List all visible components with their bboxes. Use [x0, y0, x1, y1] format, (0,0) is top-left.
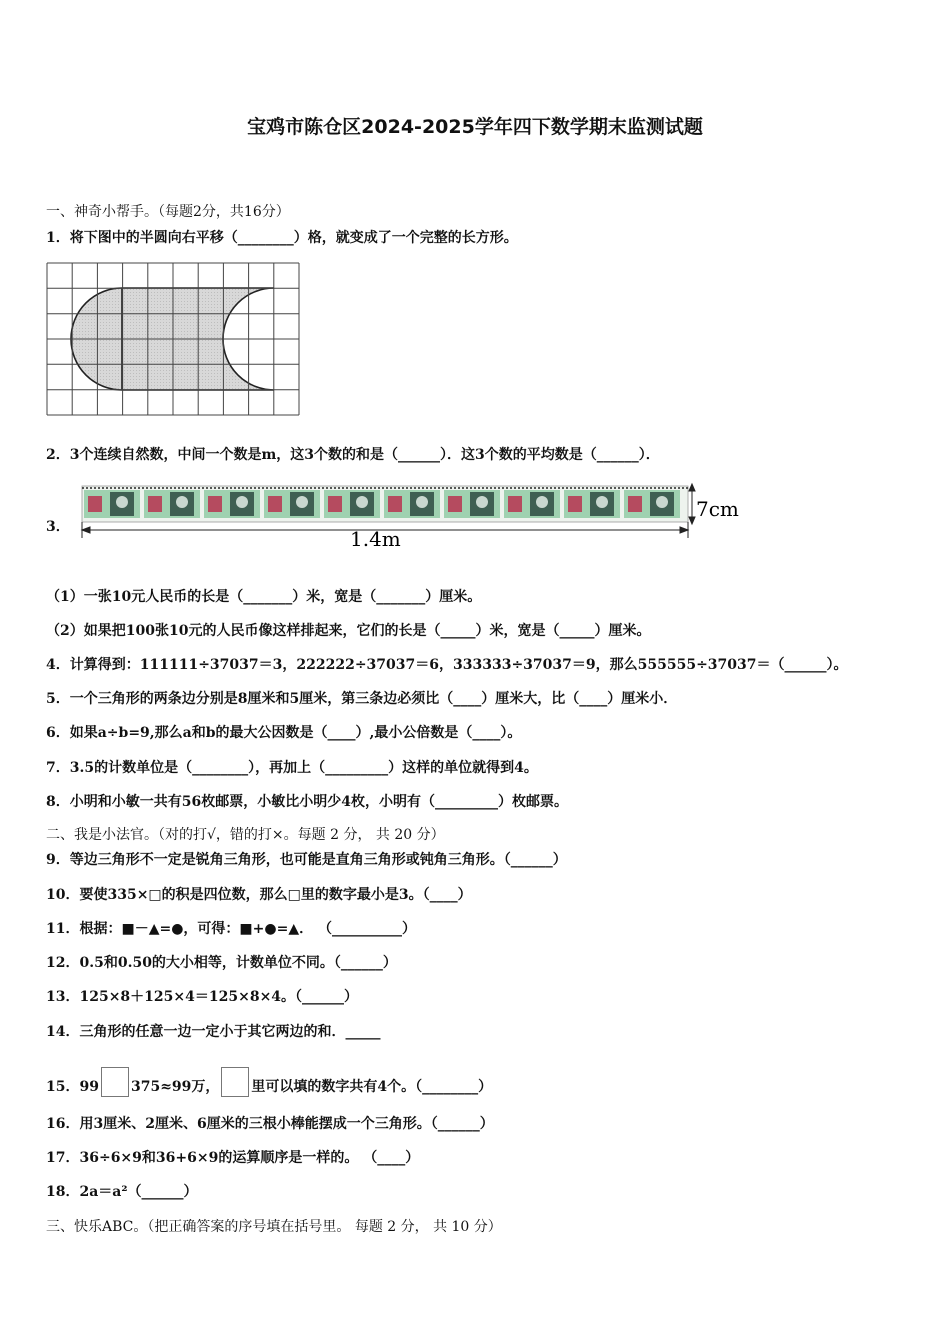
question-15-part-c: 里可以填的数字共有4个。（________） — [251, 1079, 493, 1095]
question-4: 4．计算得到：111111÷37037＝3，222222÷37037＝6，333333÷37037＝9，那么555555÷37037＝（______）。 — [46, 657, 848, 673]
question-6: 6．如果a÷b=9,那么a和b的最大公因数是（____）,最小公倍数是（____）。 — [46, 725, 522, 741]
question-3-part-2: （2）如果把100张10元的人民币像这样排起来，它们的长是（_____）米，宽是（_____）厘米。 — [46, 623, 651, 639]
question-15 — [46, 1067, 492, 1097]
question-5: 5．一个三角形的两条边分别是8厘米和5厘米，第三条边必须比（____）厘米大，比（____）厘米小． — [46, 691, 678, 707]
question-12: 12．0.5和0.50的大小相等，计数单位不同。（______） — [46, 955, 397, 971]
banknote-strip — [82, 488, 688, 518]
question-15-part-a: 15．99 — [46, 1079, 99, 1095]
question-15-part-b: 375≈99万， — [130, 1079, 220, 1095]
width-dimension — [689, 484, 695, 524]
question-18: 18．2a＝a²（______） — [46, 1184, 198, 1200]
width-label: 7cm — [696, 497, 739, 521]
question-3-part-1: （1）一张10元人民币的长是（_______）米，宽是（_______）厘米。 — [46, 589, 482, 605]
section-1-heading: 一、神奇小帮手。（每题2分，共16分） — [46, 204, 290, 220]
question-9: 9．等边三角形不一定是锐角三角形，也可能是直角三角形或钝角三角形。（______） — [46, 852, 567, 868]
question-10: 10．要使335×□的积是四位数，那么□里的数字最小是3。（____） — [46, 887, 472, 903]
page-title: 宝鸡市陈仓区2024-2025学年四下数学期末监测试题 — [247, 116, 703, 138]
question-11: 11．根据：■－▲=●，可得：■+●=▲． （__________） — [46, 921, 416, 937]
banknote-figure — [80, 482, 760, 554]
question-17: 17．36÷6×9和36+6×9的运算顺序是一样的。 （____） — [46, 1150, 420, 1166]
question-1: 1．将下图中的半圆向右平移（________）格，就变成了一个完整的长方形。 — [46, 230, 518, 246]
blank-box — [101, 1067, 129, 1097]
question-8: 8．小明和小敏一共有56枚邮票，小敏比小明少4枚，小明有（_________）枚邮票。 — [46, 794, 568, 810]
question-2: 2．3个连续自然数，中间一个数是m，这3个数的和是（______）．这3个数的平均数是（______）． — [46, 447, 660, 463]
section-3-heading: 三、快乐ABC。（把正确答案的序号填在括号里。 每题 2 分， 共 10 分） — [46, 1219, 502, 1235]
question-16: 16．用3厘米、2厘米、6厘米的三根小棒能摆成一个三角形。（______） — [46, 1116, 494, 1132]
question-14: 14．三角形的任意一边一定小于其它两边的和．_____ — [46, 1024, 381, 1040]
question-3-number: 3． — [46, 519, 70, 535]
length-label: 1.4m — [350, 527, 401, 551]
grid-figure — [46, 262, 302, 417]
question-13: 13．125×8＋125×4＝125×8×4。（______） — [46, 989, 359, 1005]
blank-box — [221, 1067, 249, 1097]
section-2-heading: 二、我是小法官。（对的打√，错的打×。每题 2 分， 共 20 分） — [46, 827, 445, 843]
question-7: 7．3.5的计数单位是（________），再加上（_________）这样的单位就得到4。 — [46, 760, 538, 776]
